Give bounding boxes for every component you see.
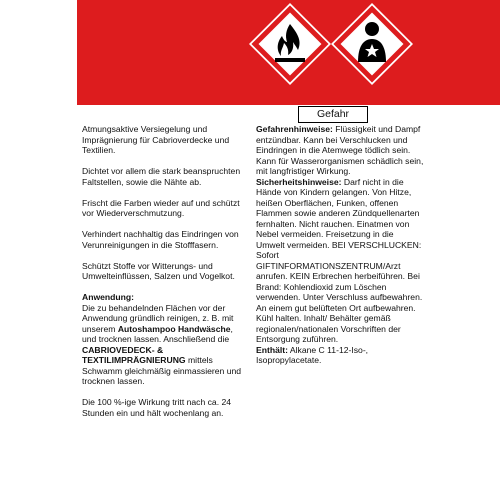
contains-statement: Enthält: Alkane C 11-12-Iso-, Isopropylacetate. — [256, 344, 369, 365]
description-paragraph: Dichtet vor allem die stark beanspruchten Faltstellen, sowie die Nähte ab. — [82, 166, 241, 187]
description-paragraph: Schützt Stoffe vor Witterungs- und Umwelteinflüssen, Salzen und Vogelkot. — [82, 260, 235, 281]
precautionary-statements: Sicherheitshinweise: Darf nicht in die Hände von Kindern gelangen. Von Hitze, heißen Oberflächen, Funken, offenen Flammen sowie anderen Zündquellenarten fernhalten. Nicht rauchen. Einatmen von Nebel vermeiden. Freisetzung in die Umwelt vermeiden. BEI VERSCHLUCKEN: Sofort GIFTINFORMATIONSZENTRUM/Arzt anrufen. KEIN Erbrechen herbeiführen. Bei Brand: Kohlendioxid zum Löschen verwenden. Unter Verschluss aufbewahren. An einem gut belüfteten Ort aufbewahren. Kühl halten. Inhalt/ Behälter gemäß regionalen/nationalen Vorschriften der Entsorgung zuführen. — [256, 176, 423, 344]
description-paragraph: Verhindert nachhaltig das Eindringen von Verunreinigungen in die Stofffasern. — [82, 229, 239, 250]
hazard-statements: Gefahrenhinweise: Flüssigkeit und Dampf entzündbar. Kann bei Verschlucken und Eindringen in die Atemwege tödlich sein. Kann für Wasserorganismen schädlich sein, mit langfristiger Wirkung. — [256, 124, 424, 176]
health-hazard-icon — [328, 0, 416, 88]
safety-information-column — [256, 124, 424, 366]
description-paragraph: Atmungsaktive Versiegelung und Imprägnierung für Cabrioverdecke und Textilien. — [82, 124, 230, 155]
flame-icon — [246, 0, 334, 88]
usage-heading: Anwendung: — [82, 292, 135, 302]
product-description-column — [82, 124, 244, 429]
signal-word-box: Gefahr — [298, 106, 368, 123]
description-paragraph: Die 100 %-ige Wirkung tritt nach ca. 24 Stunden ein und hält wochenlang an. — [82, 397, 232, 418]
description-paragraph: Frischt die Farben wieder auf und schützt vor Wiederverschmutzung. — [82, 197, 240, 218]
usage-paragraph: Die zu behandelnden Flächen vor der Anwendung gründlich reinigen, z. B. mit unserem Autoshampoo Handwäsche, und trocknen lassen. Anschließend die CABRIOVEDECK- & TEXTILIMPRÄGNIERUNG mittels Schwamm gleichmäßig einmassieren und trocknen lassen. — [82, 302, 242, 386]
